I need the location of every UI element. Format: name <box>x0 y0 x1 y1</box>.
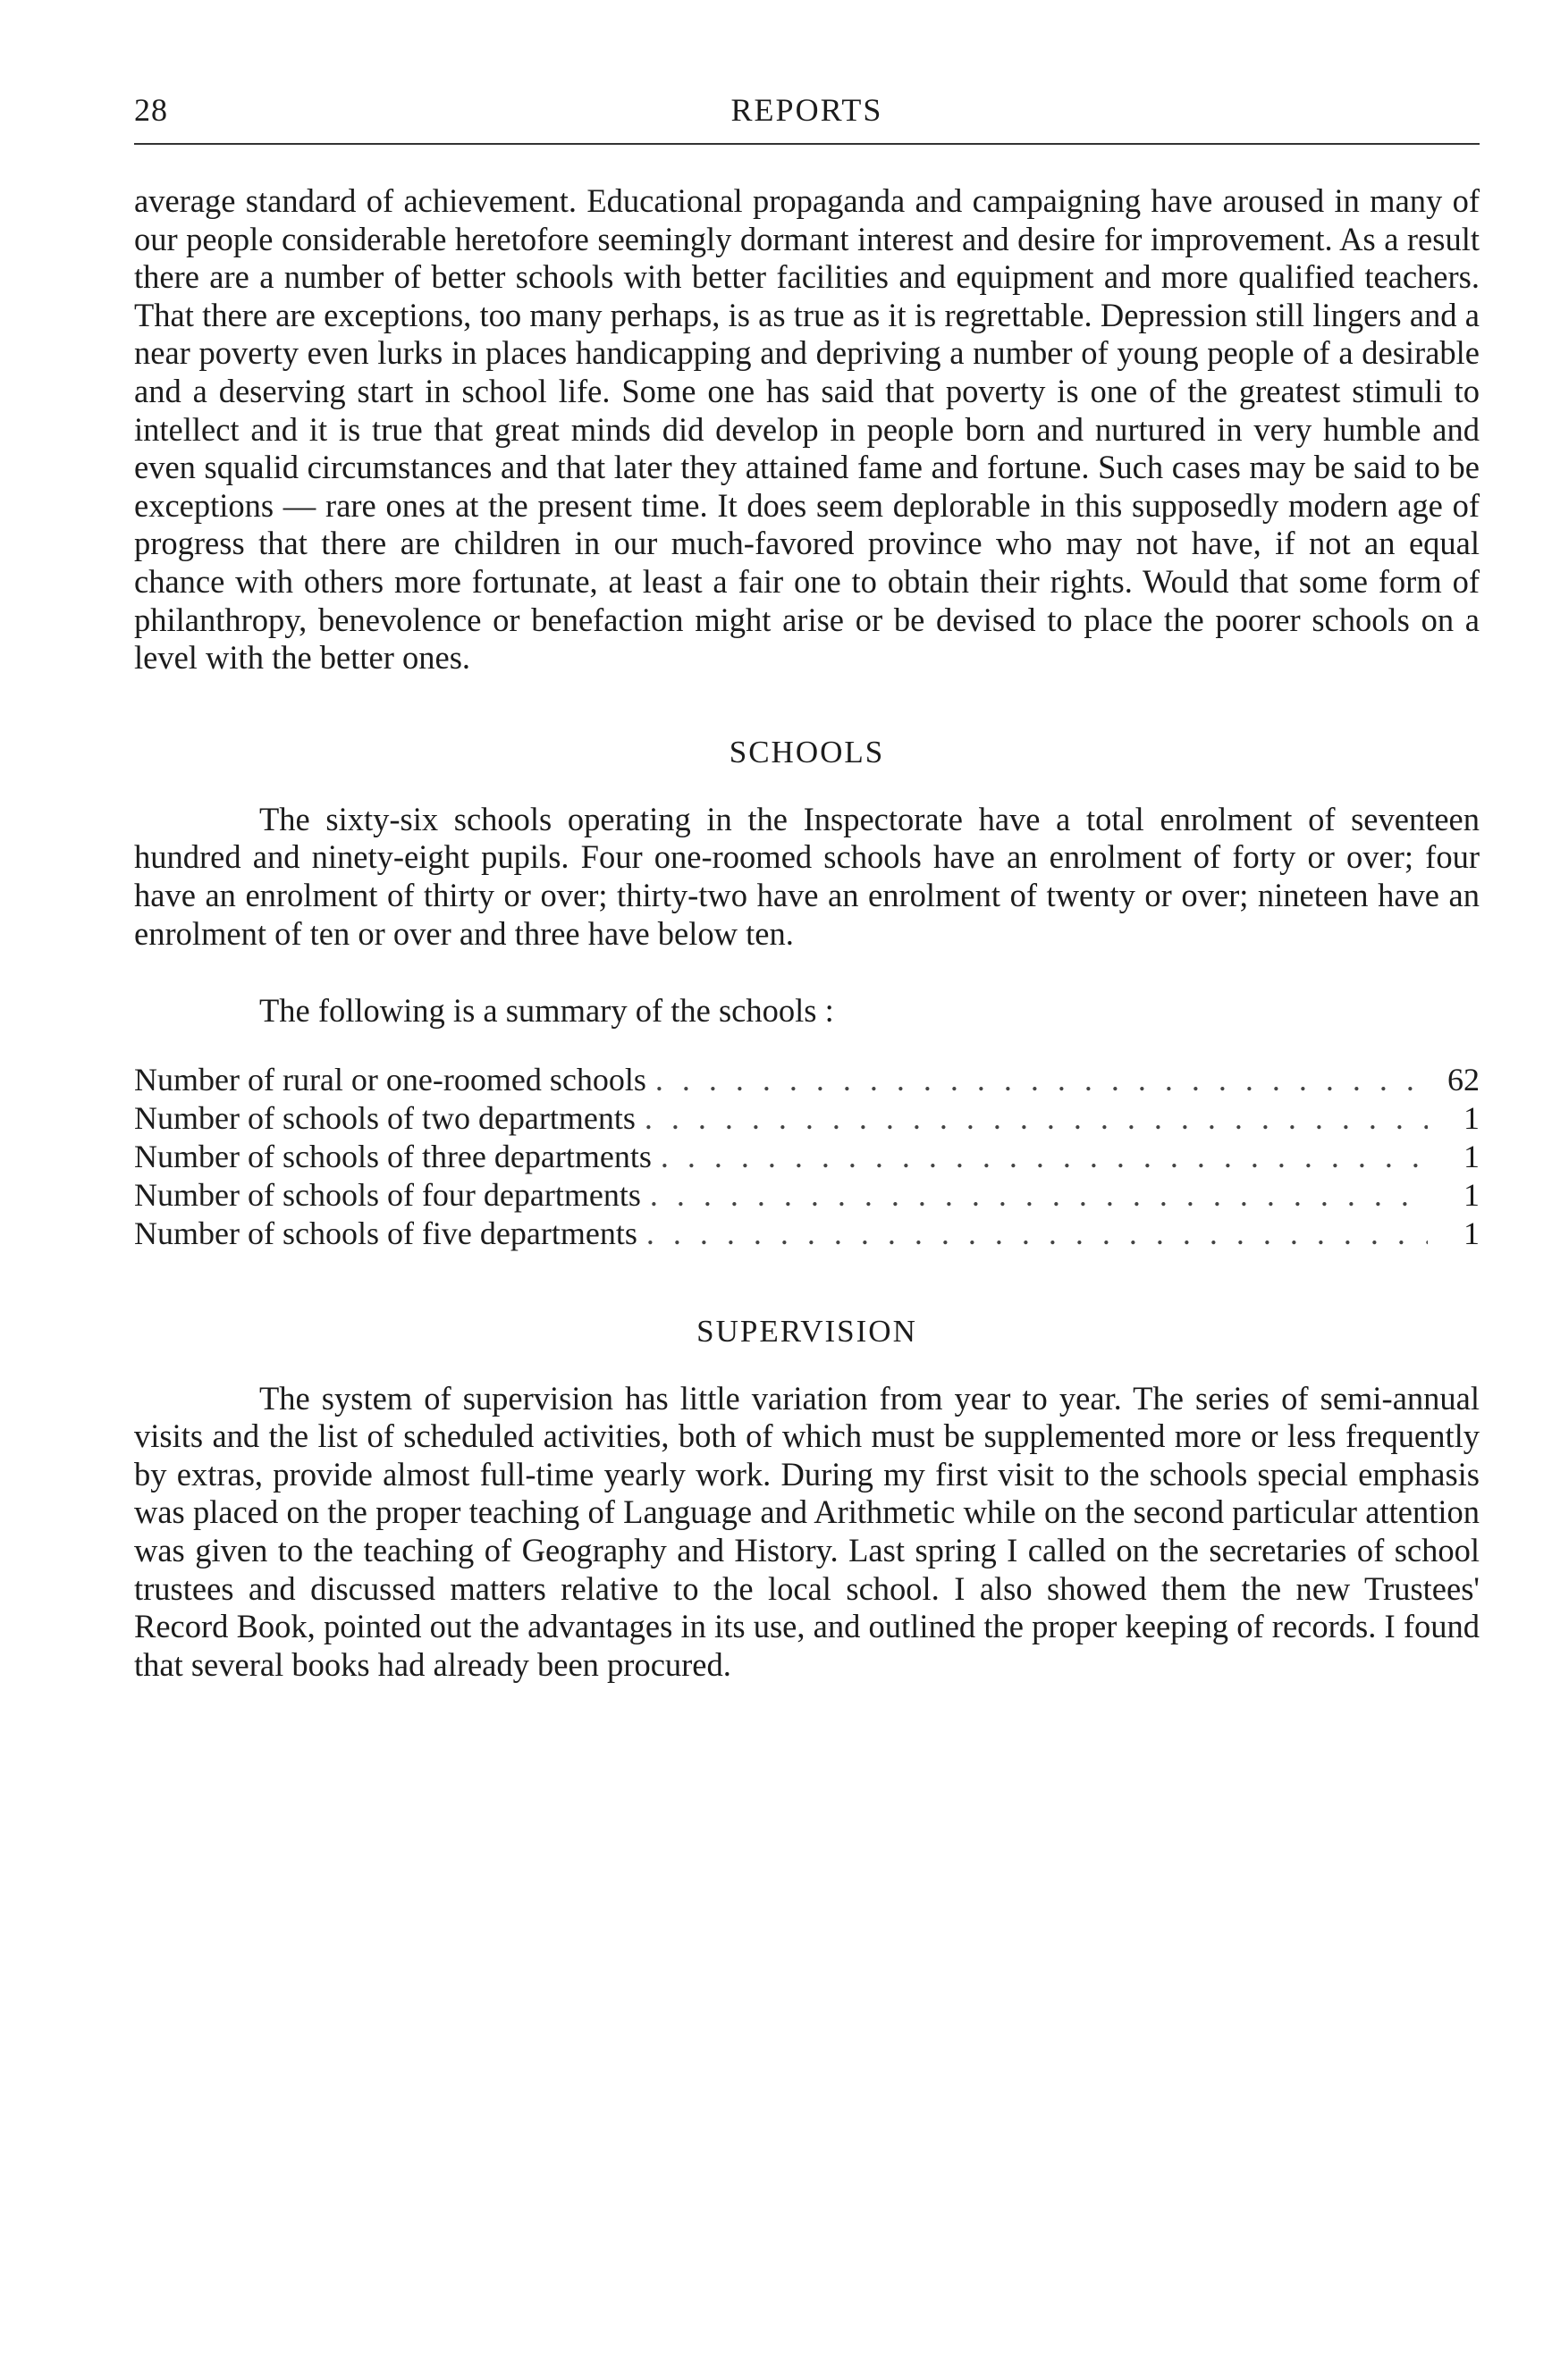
summary-row-label: Number of rural or one-roomed schools <box>134 1061 646 1097</box>
summary-row-label: Number of schools of three departments <box>134 1138 652 1174</box>
dot-leader <box>637 1215 1428 1253</box>
dot-leader <box>646 1061 1428 1099</box>
supervision-paragraph: The system of supervision has little variation from year to year. The series of semi-annual visits and the list of scheduled activities, both of which must be supplemented more or less frequently by extras, provide almost full-time yearly work. During my first visit to the schools special emphasis was placed on the proper teaching of Language and Arithmetic while on the second particular attention was given to the teaching of Geography and History. Last spring I called on the secretaries of school trustees and discussed matters relative to the local school. I also showed them the new Trustees' Record Book, pointed out the advantages in its use, and outlined the proper keeping of records. I found that several books had already been procured. <box>134 1379 1480 1683</box>
summary-row-label: Number of schools of five departments <box>134 1215 637 1251</box>
summary-row <box>134 1176 1480 1215</box>
summary-row-value: 1 <box>1463 1215 1480 1251</box>
summary-row <box>134 1099 1480 1138</box>
dot-leader <box>636 1099 1428 1138</box>
page-number: 28 <box>134 92 168 128</box>
schools-summary-table <box>134 1061 1480 1253</box>
summary-row <box>134 1215 1480 1253</box>
intro-paragraph: average standard of achievement. Educational propaganda and campaigning have aroused in many of our people considerable heretofore seemingly dormant interest and desire for improvement. As a result there are a number of better schools with better facilities and equipment and more qualified teachers. That there are exceptions, too many perhaps, is as true as it is regrettable. Depression still lingers and a near poverty even lurks in places handicapping and depriving a number of young people of a desirable and a deserving start in school life. Some one has said that poverty is one of the greatest stimuli to intellect and it is true that great minds did develop in people born and nurtured in very humble and even squalid circumstances and that later they attained fame and fortune. Such cases may be said to be exceptions — rare ones at the present time. It does seem deplorable in this supposedly modern age of progress that there are children in our much-favored province who may not have, if not an equal chance with others more fortunate, at least a fair one to obtain their rights. Would that some form of philanthropy, benevolence or benefaction might arise or be devised to place the poorer schools on a level with the better ones. <box>134 182 1480 677</box>
summary-row-label: Number of schools of two departments <box>134 1099 636 1136</box>
summary-row-label: Number of schools of four departments <box>134 1176 641 1213</box>
summary-row-value: 1 <box>1463 1099 1480 1136</box>
running-title: REPORTS <box>730 92 883 128</box>
supervision-heading: SUPERVISION <box>696 1313 917 1349</box>
summary-row <box>134 1061 1480 1099</box>
report-page <box>134 89 1480 1684</box>
summary-row-value: 1 <box>1463 1176 1480 1213</box>
page-header <box>134 89 1480 145</box>
schools-heading: SCHOOLS <box>729 734 885 770</box>
dot-leader <box>652 1138 1428 1176</box>
schools-paragraph: The sixty-six schools operating in the Inspectorate have a total enrolment of seventeen hundred and ninety-eight pupils. Four one-roomed schools have an enrolment of forty or over; four have an enrolment of thirty or over; thirty-two have an enrolment of twenty or over; nineteen have an enrolment of ten or over and three have below ten. <box>134 800 1480 952</box>
summary-row-value: 62 <box>1447 1061 1480 1097</box>
summary-intro: The following is a summary of the schools : <box>259 992 834 1030</box>
summary-row <box>134 1138 1480 1176</box>
summary-row-value: 1 <box>1463 1138 1480 1174</box>
dot-leader <box>641 1176 1428 1215</box>
